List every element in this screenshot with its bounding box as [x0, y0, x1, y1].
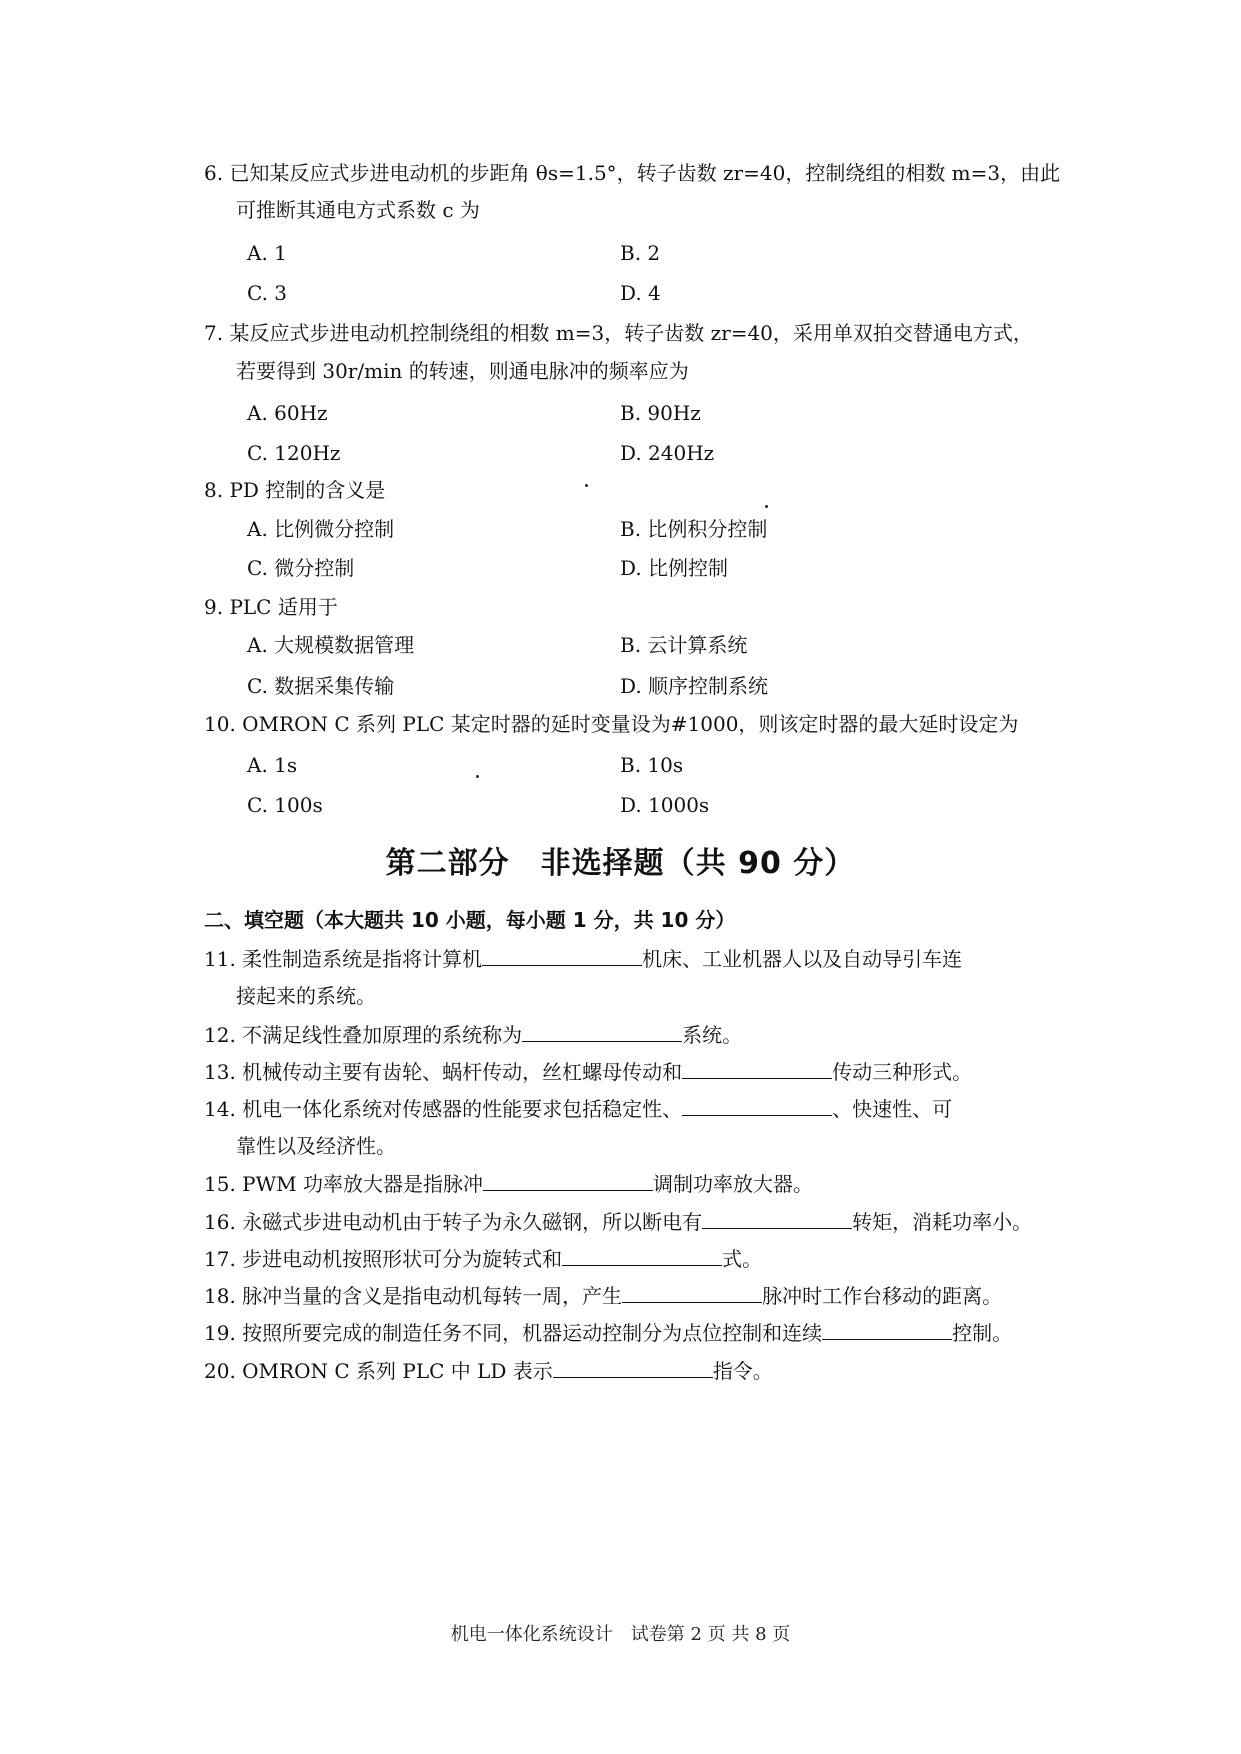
- question-9-option-a: A. 大规模数据管理: [247, 633, 415, 657]
- question-10-option-b: B. 10s: [620, 753, 684, 777]
- question-6-option-a: A. 1: [247, 241, 287, 265]
- question-8-text: 8. PD 控制的含义是: [204, 478, 386, 502]
- question-8-option-a: A. 比例微分控制: [247, 517, 395, 541]
- question-9-text: 9. PLC 适用于: [204, 595, 338, 619]
- answer-blank: [682, 1056, 832, 1079]
- question-6-text-cont: 可推断其通电方式系数 c 为: [236, 198, 480, 222]
- question-11: [204, 943, 1044, 974]
- question-14-pre: 14. 机电一体化系统对传感器的性能要求包括稳定性、: [204, 1097, 683, 1121]
- question-19: [204, 1317, 1044, 1348]
- answer-blank: [682, 1093, 832, 1116]
- answer-blank: [483, 1168, 653, 1191]
- question-12-post: 系统。: [682, 1023, 743, 1047]
- question-9-option-d: D. 顺序控制系统: [620, 674, 769, 698]
- question-10-option-c: C. 100s: [247, 793, 323, 817]
- question-9-option-b: B. 云计算系统: [620, 633, 748, 657]
- scan-speck: [476, 775, 479, 778]
- question-15-pre: 15. PWM 功率放大器是指脉冲: [204, 1172, 484, 1196]
- answer-blank: [822, 1317, 952, 1340]
- question-16-pre: 16. 永磁式步进电动机由于转子为永久磁钢，所以断电有: [204, 1210, 703, 1234]
- question-13-post: 传动三种形式。: [832, 1060, 973, 1084]
- question-18-pre: 18. 脉冲当量的含义是指电动机每转一周，产生: [204, 1284, 623, 1308]
- question-6-option-b: B. 2: [620, 241, 661, 265]
- question-11-pre: 11. 柔性制造系统是指将计算机: [204, 947, 483, 971]
- question-20-post: 指令。: [712, 1359, 773, 1383]
- question-12: [204, 1019, 1044, 1050]
- question-19-pre: 19. 按照所要完成的制造任务不同，机器运动控制分为点位控制和连续: [204, 1321, 823, 1345]
- question-7-option-b: B. 90Hz: [620, 401, 701, 425]
- question-15-post: 调制功率放大器。: [653, 1172, 814, 1196]
- answer-blank: [553, 1355, 713, 1378]
- question-20: [204, 1355, 1044, 1386]
- question-16: [204, 1206, 1044, 1237]
- question-10-text: 10. OMRON C 系列 PLC 某定时器的延时变量设为#1000，则该定时器的最大延时设定为: [204, 712, 1019, 736]
- question-16-post: 转矩，消耗功率小。: [852, 1210, 1033, 1234]
- question-13-pre: 13. 机械传动主要有齿轮、蜗杆传动，丝杠螺母传动和: [204, 1060, 683, 1084]
- question-8-option-d: D. 比例控制: [620, 556, 729, 580]
- page-footer: 机电一体化系统设计 试卷第 2 页 共 8 页: [450, 1624, 791, 1645]
- question-14: [204, 1093, 1044, 1124]
- question-6-option-c: C. 3: [247, 281, 288, 305]
- question-15: [204, 1168, 1044, 1199]
- question-6-text: 6. 已知某反应式步进电动机的步距角 θs=1.5°，转子齿数 zr=40，控制绕组的相数 m=3，由此: [204, 161, 1061, 185]
- question-6-option-d: D. 4: [620, 281, 661, 305]
- question-11-post: 机床、工业机器人以及自动导引车连: [642, 947, 963, 971]
- answer-blank: [482, 943, 642, 966]
- question-9-option-c: C. 数据采集传输: [247, 674, 395, 698]
- question-17-pre: 17. 步进电动机按照形状可分为旋转式和: [204, 1247, 563, 1271]
- part-two-title: 第二部分 非选择题（共 90 分）: [385, 846, 856, 881]
- question-19-post: 控制。: [952, 1321, 1013, 1345]
- question-14-post: 、快速性、可: [832, 1097, 953, 1121]
- question-8-option-b: B. 比例积分控制: [620, 517, 768, 541]
- question-13: [204, 1056, 1044, 1087]
- question-8-option-c: C. 微分控制: [247, 556, 355, 580]
- question-10-option-d: D. 1000s: [620, 793, 710, 817]
- scan-speck: [765, 505, 768, 508]
- scan-speck: [585, 484, 588, 487]
- question-17-post: 式。: [722, 1247, 763, 1271]
- question-14-cont: 靠性以及经济性。: [236, 1134, 396, 1158]
- question-11-cont: 接起来的系统。: [236, 984, 376, 1008]
- question-7-text: 7. 某反应式步进电动机控制绕组的相数 m=3，转子齿数 zr=40，采用单双拍交替通电方式，: [204, 321, 1033, 345]
- question-18-post: 脉冲时工作台移动的距离。: [762, 1284, 1003, 1308]
- question-7-option-d: D. 240Hz: [620, 441, 715, 465]
- question-7-text-cont: 若要得到 30r/min 的转速，则通电脉冲的频率应为: [236, 359, 689, 383]
- question-18: [204, 1280, 1044, 1311]
- question-7-option-a: A. 60Hz: [247, 401, 328, 425]
- answer-blank: [702, 1206, 852, 1229]
- answer-blank: [562, 1243, 722, 1266]
- question-12-pre: 12. 不满足线性叠加原理的系统称为: [204, 1023, 523, 1047]
- question-7-option-c: C. 120Hz: [247, 441, 341, 465]
- answer-blank: [622, 1280, 762, 1303]
- question-17: [204, 1243, 1044, 1274]
- fill-in-section-title: 二、填空题（本大题共 10 小题，每小题 1 分，共 10 分）: [204, 908, 736, 932]
- answer-blank: [522, 1019, 682, 1042]
- question-10-option-a: A. 1s: [247, 753, 298, 777]
- question-20-pre: 20. OMRON C 系列 PLC 中 LD 表示: [204, 1359, 553, 1383]
